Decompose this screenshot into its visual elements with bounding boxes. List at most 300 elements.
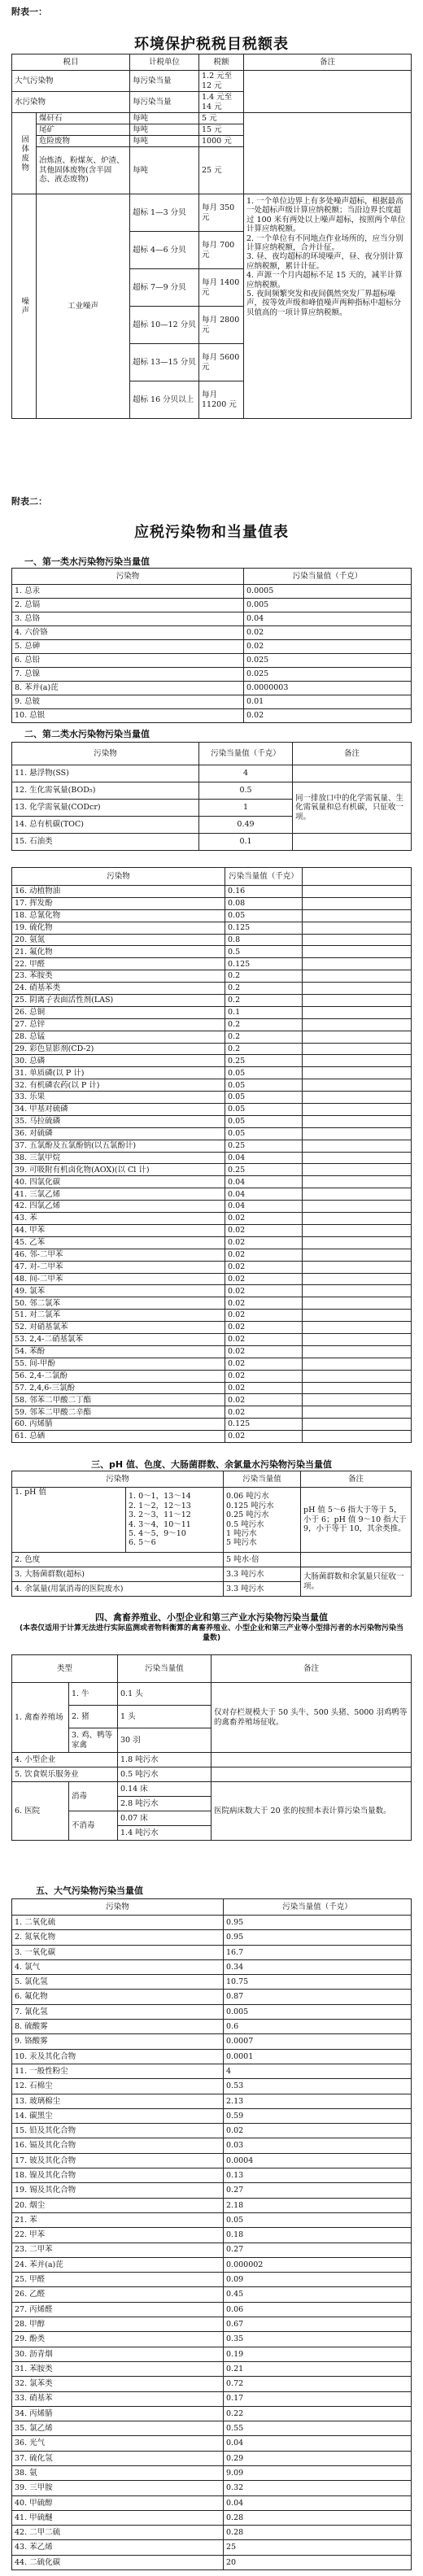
farm-value: 1 头 [118,1706,212,1728]
farm-note: 仅对存栏规模大于 50 头牛、500 头猪、5000 羽鸡鸭等的禽畜养殖场征收。 [212,1683,412,1753]
tax-amount: 1000 元 [199,136,244,147]
table-row [12,909,412,922]
table-row [12,1959,412,1974]
pollutant-name: 4. 六价铬 [12,626,244,640]
pollutant-value: 0.2 [225,995,303,1007]
pollutant-value: 0.25 [225,1140,303,1152]
pollutant-name: 3. 大肠菌群数(超标) [12,1567,224,1582]
table-row [12,1006,412,1018]
col-pollutant: 污染物 [12,1471,224,1488]
pollutant-value: 0.02 [225,1345,303,1358]
pollutant-value: 4 [224,2064,412,2078]
tax-unit: 每污染当量 [130,71,199,92]
hospital-note: 医院病床数大于 20 张的按照本表计算污染当量数。 [212,1782,412,1841]
pollutant-name: 21. 苯 [12,2212,224,2227]
pollutant-name: 29. 酚类 [12,2332,224,2347]
ph-label: 1. pH 值 [12,1488,126,1553]
pollutant-name: 23. 苯胺类 [12,970,225,983]
empty-cell [303,1345,412,1358]
pollutant-value: 0.22 [224,2406,412,2421]
pollutant-name: 31. 苯胺类 [12,2361,224,2376]
pollutant-value: 0.0004 [224,2153,412,2168]
table-row [12,612,412,626]
noise-level: 超标 4—6 分贝 [130,232,199,269]
pollutant-value: 0.02 [225,1358,303,1370]
table-row [12,2287,412,2302]
pollutant-value: 0.02 [225,1406,303,1419]
table-row [12,1990,412,2004]
noise-label: 噪声 [12,194,37,419]
table-row [12,626,412,640]
pollutant-value: 0.005 [244,599,412,612]
table-row [12,1406,412,1419]
pollutant-value: 0.02 [225,1273,303,1285]
empty-cell [303,1188,412,1201]
farm-animal: 3. 鸡、鸭等家禽 [69,1728,118,1753]
pollutant-value: 0.5 [199,782,293,800]
appendix-1-label: 附表一： [11,7,47,17]
col-note: 备注 [212,1655,412,1683]
table-row [12,1553,412,1567]
table-row [12,2361,412,2376]
pollutant-name: 35. 马拉硫磷 [12,1115,225,1127]
table-row [12,1394,412,1406]
type-value: 1.8 吨污水 [118,1753,212,1767]
pollutant-value: 0.05 [225,1127,303,1140]
empty-cell [303,1358,412,1370]
table-row [12,1213,412,1225]
pollutant-name: 18. 总氰化物 [12,909,225,922]
table-row [12,2094,412,2108]
appendix-2-title: 应税污染物和当量值表 [134,524,289,541]
pollutant-value: 0.29 [224,2451,412,2465]
table-row [12,1031,412,1043]
pollutant-name: 22. 甲苯 [12,2228,224,2243]
pollutant-name: 4. 氯气 [12,1959,224,1974]
pollutant-value: 0.09 [224,2273,412,2287]
pollutant-value: 0.0000003 [244,682,412,695]
pollutant-value: 0.6 [224,2020,412,2034]
pollutant-name: 25. 阴离子表面活性剂(LAS) [12,995,225,1007]
table-row [12,765,412,782]
empty-cell [303,886,412,898]
pollutant-value: 0.02 [225,1224,303,1236]
table-row [12,1261,412,1273]
pollutant-name: 19. 硫化物 [12,922,225,934]
type-name: 4. 小型企业 [12,1753,118,1767]
table-row [12,1782,412,1797]
pollutant-name: 2. 色度 [12,1553,224,1567]
pollutant-value: 0.32 [224,2481,412,2495]
table-row [12,2406,412,2421]
tax-unit: 每吨 [130,124,199,136]
pollutant-name: 8. 硫酸雾 [12,2020,224,2034]
pollutant-value: 0.59 [224,2108,412,2123]
noise-level: 超标 7—9 分贝 [130,269,199,307]
pollutant-value: 0.02 [225,1333,303,1345]
pollutant-name: 11. 悬浮物(SS) [12,765,199,782]
s3-note: 大肠菌群数和余氯量只征收一项。 [301,1567,412,1597]
pollutant-name: 24. 苯并(a)芘 [12,2257,224,2272]
table-row [12,640,412,654]
col-equivalent: 污染当量值 [118,1655,212,1683]
pollutant-value: 0.03 [224,2138,412,2153]
pollutant-value: 0.95 [224,1930,412,1945]
pollutant-value: 0.025 [244,668,412,682]
pollutant-value: 0.01 [244,695,412,709]
col-equivalent: 污染当量值 [224,1471,301,1488]
table-row [12,1419,412,1431]
empty-cell [303,1224,412,1236]
farm-label: 1. 禽畜养殖场 [12,1683,69,1753]
table-row [12,1188,412,1201]
pollutant-value: 0.27 [224,2243,412,2257]
empty-cell [303,970,412,983]
table-row [12,1127,412,1140]
pollutant-name: 28. 总锰 [12,1031,225,1043]
pollutant-value: 0.05 [225,1115,303,1127]
pollutant-name: 10. 汞及其化合物 [12,2049,224,2064]
table-row [12,2465,412,2480]
pollutant-name: 2. 总镉 [12,599,244,612]
pollutant-value: 9.09 [224,2465,412,2480]
farm-animal: 1. 牛 [69,1683,118,1706]
pollutant-name: 36. 对硫磷 [12,1127,225,1140]
table-row [12,2451,412,2465]
table-row [12,2510,412,2525]
farm-animal: 2. 猪 [69,1706,118,1728]
empty-cell [303,1104,412,1116]
table-row [12,934,412,946]
pollutant-value: 0.13 [224,2168,412,2183]
table-row [12,1382,412,1394]
table-row [12,2273,412,2287]
empty-cell [303,1236,412,1249]
noise-note: 1. 一个单位边界上有多处噪声超标，根据最高一处超标声级计算应纳税额；当沿边界长度超过 100 米有两处以上噪声超标，按照两个单位计算应纳税额。 2. 一个单位有不同地点作业场所的，应当分别计算应纳税额，合并计征。 3. 昼、夜均超标的环境噪声，昼、夜分别计算应纳税额，累计计征。 4. 声源一个月内超标不足 15 天的，减半计算应纳税额。 5. 夜间频繁突发和夜间偶然突发厂界超标噪声，按等效声级和峰值噪声两种指标中超标分贝值高的一项计算应纳税额。 [244,194,412,419]
empty-cell [303,1176,412,1188]
pollutant-value: 0.02 [224,2124,412,2138]
table-row [12,1285,412,1297]
table-row [12,1236,412,1249]
pollutant-name: 14. 总有机碳(TOC) [12,817,199,834]
pollutant-name: 39. 三甲胺 [12,2481,224,2495]
pollutant-name: 13. 玻璃棉尘 [12,2094,224,2108]
pollutant-value: 0.67 [224,2317,412,2332]
pollutant-value: 0.05 [225,1092,303,1104]
pollutant-value: 0.55 [224,2421,412,2436]
pollutant-value: 0.04 [225,1201,303,1213]
table-row [12,1273,412,1285]
table-row [12,2317,412,2332]
table-row [12,1753,412,1767]
pollutant-value: 2.13 [224,2094,412,2108]
table-row [12,2332,412,2347]
table-row [12,1067,412,1079]
tax-item: 煤矸石 [37,113,130,124]
table-row [12,2183,412,2198]
table-row [12,1164,412,1176]
pollutant-value: 0.0007 [224,2034,412,2049]
pollutant-value: 0.06 [224,2302,412,2317]
pollutant-name: 38. 三氯甲烷 [12,1152,225,1164]
table-row [12,2436,412,2451]
pollutant-value: 0.45 [224,2287,412,2302]
livestock-table [11,1654,412,1841]
farm-value: 30 羽 [118,1728,212,1753]
empty-cell [303,1031,412,1043]
pollutant-name: 32. 有机磷农药(以 P 计) [12,1079,225,1092]
pollutant-value: 0.25 [225,1164,303,1176]
empty-cell [303,1394,412,1406]
tax-unit: 每吨 [130,147,199,194]
table-row [12,2079,412,2094]
pollutant-name: 27. 总锌 [12,1018,225,1031]
section-5-title: 五、大气污染物污染当量值 [36,1885,143,1896]
appendix-1-title: 环境保护税税目税额表 [134,36,289,53]
pollutant-value: 0.8 [225,934,303,946]
tax-unit: 每吨 [130,113,199,124]
pollutant-name: 60. 丙烯腈 [12,1419,225,1431]
pollutant-name: 2. 氮氧化物 [12,1930,224,1945]
table-row [12,946,412,958]
hospital-type: 消毒 [69,1782,118,1811]
col-note: 备注 [293,743,412,765]
pollutant-name: 28. 甲醇 [12,2317,224,2332]
noise-level: 超标 10—12 分贝 [130,307,199,344]
empty-cell [303,922,412,934]
pollutant-value: 0.08 [225,897,303,909]
pollutant-value: 0.02 [225,1261,303,1273]
table-row [12,2108,412,2123]
table-row [12,2124,412,2138]
table-row [12,2064,412,2078]
empty-cell [303,1333,412,1345]
table-row [12,1297,412,1310]
table-row [12,2168,412,2183]
pollutant-name: 35. 氯乙烯 [12,2421,224,2436]
empty-cell [303,1273,412,1285]
table-row [12,2347,412,2361]
table-row [12,834,412,851]
pollutant-value: 4 [199,765,293,782]
tax-amount: 15 元 [199,124,244,136]
empty-cell [303,1055,412,1067]
pollutant-value: 0.05 [225,1079,303,1092]
farm-value: 0.1 头 [118,1683,212,1706]
pollutant-name: 16. 镉及其化合物 [12,2138,224,2153]
tax-amount: 5 元 [199,113,244,124]
empty-cell [303,1164,412,1176]
table-row [12,71,412,92]
empty-cell [303,1382,412,1394]
table-row [12,1345,412,1358]
section-4-subtitle: (本表仅适用于计算无法进行实际监测或者物料衡算的禽畜养殖业、小型企业和第三产业等小型排污者的水污染物污染当量数) [19,1624,404,1643]
pollutant-value: 0.21 [224,2361,412,2376]
pollutant-name: 18. 镍及其化合物 [12,2168,224,2183]
pollutant-name: 56. 2,4-二氯酚 [12,1370,225,1382]
pollutant-name: 49. 氯苯 [12,1285,225,1297]
pollutant-name: 15. 铅及其化合物 [12,2124,224,2138]
table-row [12,2481,412,2495]
table-row [12,194,412,232]
pollutant-name: 39. 可吸附有机卤化物(AOX)(以 Cl 计) [12,1164,225,1176]
empty-cell [303,1310,412,1322]
table-row [12,1115,412,1127]
empty-cell [303,1140,412,1152]
table-row [12,2377,412,2391]
pollutant-name: 6. 总铅 [12,654,244,668]
pollutant-value: 0.34 [224,1959,412,1974]
tax-item: 冶炼渣、粉煤灰、炉渣、其他固体废物(含半固态、液态废物) [37,147,130,194]
table-row [12,2421,412,2436]
ph-note: pH 值 5～6 指大于等于 5，小于 6；pH 值 9～10 指大于 9，小于等于 10，其余类推。 [301,1488,412,1553]
noise-level: 超标 16 分贝以上 [130,381,199,419]
pollutant-name: 47. 对-二甲苯 [12,1261,225,1273]
tax-rate-table-body [11,54,412,419]
table-row [12,922,412,934]
pollutant-value: 0.04 [244,612,412,626]
noise-amount: 每月 350 元 [199,194,244,232]
empty-cell [303,1127,412,1140]
table-row [12,1018,412,1031]
pollutant-value: 0.02 [244,709,412,723]
section-2-title: 二、第二类水污染物污染当量值 [24,729,150,739]
pollutant-value: 0.005 [224,2004,412,2019]
pollutant-value: 0.28 [224,2526,412,2540]
type-value: 0.5 吨污水 [118,1767,212,1782]
pollutant-name: 4. 余氯量(用氯消毒的医院废水) [12,1582,224,1597]
empty-cell [303,1213,412,1225]
empty-cell [303,1067,412,1079]
pollutant-name: 44. 甲苯 [12,1224,225,1236]
table-row [12,2049,412,2064]
pollutant-name: 8. 苯并(a)芘 [12,682,244,695]
tax-item: 大气污染物 [12,71,130,92]
pollutant-name: 42. 四氯乙烯 [12,1201,225,1213]
empty-cell [303,1249,412,1261]
table-row [12,2243,412,2257]
table-row [12,1358,412,1370]
col-tax-item: 税目 [12,54,130,71]
table-row [12,1930,412,1945]
table-row [12,654,412,668]
table-row [12,1152,412,1164]
pollutant-name: 12. 生化需氧量(BOD₅) [12,782,199,800]
pollutant-value: 0.5 [225,946,303,958]
pollutant-value: 0.72 [224,2377,412,2391]
pollutant-value: 0.49 [199,817,293,834]
table-row [12,2526,412,2540]
pollutant-name: 7. 总镍 [12,668,244,682]
table-row [12,897,412,909]
pollutant-value: 0.04 [225,1152,303,1164]
tax-amount: 1.4 元至 14 元 [199,92,244,113]
pollutant-name: 22. 甲醛 [12,958,225,970]
noise-item: 工业噪声 [37,194,130,419]
table-row [12,709,412,723]
pollutant-value: 0.2 [225,1031,303,1043]
pollutant-name: 38. 氨 [12,2465,224,2480]
hospital-value: 0.14 床 [118,1782,212,1797]
table-row [12,2495,412,2510]
pollutant-name: 57. 2,4,6-三氯酚 [12,1382,225,1394]
pollutant-value: 0.05 [225,1067,303,1079]
pollutant-value: 0.04 [224,2436,412,2451]
table-row [12,1092,412,1104]
table-row [12,585,412,599]
table-row [12,782,412,800]
pollutant-value: 0.000002 [224,2257,412,2272]
pollutant-name: 11. 一般性粉尘 [12,2064,224,2078]
col-equivalent: 污染当量值（千克） [244,569,412,585]
empty-cell [303,1043,412,1055]
pollutant-name: 3. 总铬 [12,612,244,626]
table-row [12,695,412,709]
pollutant-value: 16.7 [224,1945,412,1959]
hospital-value: 2.8 吨污水 [118,1797,212,1811]
empty-cell [303,946,412,958]
table-row [12,970,412,983]
pollutant-name: 59. 邻苯二甲酸二辛酯 [12,1406,225,1419]
pollutant-value: 0.95 [224,1916,412,1930]
pollutant-value: 20 [224,2555,412,2569]
pollutant-name: 36. 光气 [12,2436,224,2451]
pollutant-name: 61. 总硒 [12,1431,225,1443]
pollutant-value: 0.2 [225,970,303,983]
pollutant-value: 0.19 [224,2347,412,2361]
col-equivalent: 污染当量值（千克） [224,1899,412,1916]
ph-ranges: 1. 0～1，13～14 2. 1～2，12～13 3. 2～3，11～12 4. 3～4，10～11 5. 4～5，9～10 6. 5～6 [126,1488,224,1553]
empty-cell [303,958,412,970]
table-row [12,1683,412,1706]
table-row [12,1975,412,1990]
empty-cell [303,1419,412,1431]
pollutant-name: 21. 氟化物 [12,946,225,958]
pollutant-value: 0.02 [225,1249,303,1261]
empty-cell [303,934,412,946]
pollutant-name: 43. 苯 [12,1213,225,1225]
table-row [12,2212,412,2227]
col-equivalent: 污染当量值（千克） [225,868,303,886]
water-pollutant-class2-table [11,742,412,851]
col-pollutant: 污染物 [12,1899,224,1916]
empty-cell [303,1297,412,1310]
noise-amount: 每月 5600 元 [199,344,244,381]
table-row [12,2302,412,2317]
pollutant-value: 0.2 [225,983,303,995]
table-row [12,1079,412,1092]
pollutant-value: 0.02 [225,1431,303,1443]
water-pollutant-class2-cont-table [11,867,412,1443]
pollutant-name: 42. 二甲二硫 [12,2526,224,2540]
pollutant-name: 20. 氨氮 [12,934,225,946]
pollutant-value: 10.75 [224,1975,412,1990]
pollutant-value: 2.18 [224,2198,412,2212]
table-row [12,1916,412,1930]
pollutant-name: 54. 苯酚 [12,1345,225,1358]
pollutant-value: 0.05 [225,1104,303,1116]
empty-cell [303,1201,412,1213]
pollutant-name: 52. 对硝基氯苯 [12,1322,225,1334]
table-row [12,1310,412,1322]
pollutant-value: 0.04 [225,1188,303,1201]
pollutant-name: 16. 动植物油 [12,886,225,898]
pollutant-name: 27. 丙烯醛 [12,2302,224,2317]
pollutant-value: 0.0005 [244,585,412,599]
pollutant-value: 0.02 [225,1236,303,1249]
pollutant-value: 0.02 [225,1310,303,1322]
table-row [12,2004,412,2019]
